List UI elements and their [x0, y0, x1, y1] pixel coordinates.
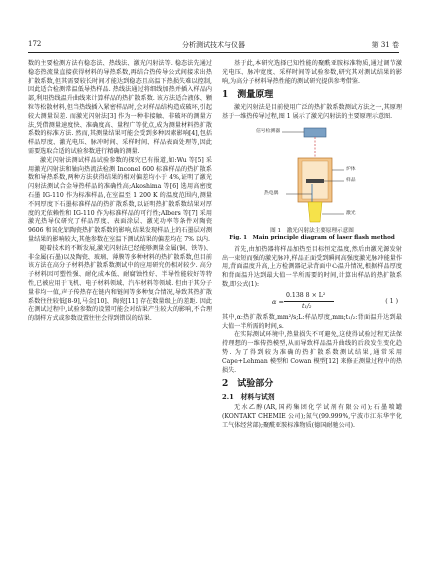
section-1-heading: 1 测量原理 — [222, 90, 274, 101]
section-1-paragraph: 激光闪射法是目前使用广泛的热扩散系数测试方法之一,其原理基于一维热传导过程,图 1 展示了激光闪射法的主要原理示意图. — [222, 104, 402, 120]
intro-paragraph-2: 激光闪射法测试样品试验参数的探究已有报道,如:Wu 等[5] 采用激光闪射法和轴向热流法检测 Inconel 600 标准样品的热扩散系数和导热系数,两种方法获得结果的相对偏差均小于 4%,证明了激光闪射法测试合金导热样品的准确性高;Akoshima 等[6] 选用高密度石墨 IG-110 作为标准样品,在室温至 1 200 K 的温度范围内,测量不同厚度下石墨标准样品的热扩散系数,以证明热扩散系数结果对厚度的无依赖性和 IG-110 作为标准样品的可行性;Albers 等[7] 采用激光热导仪研究了样品厚度、表面涂层、激光功率等条件对陶瓷 9606 和氧化铝陶瓷热扩散系数的影响,结果发现样品上的石墨层对测量结果的影响较大,其他参数在室温下测试结果的偏差均在 7% 以内. — [28, 156, 212, 243]
right-column — [222, 60, 402, 430]
materials-paragraph: 无水乙醇(AR,国药集团化学试剂有限公司);石墨喷罐(KONTAKT CHEMIE 公司);氮气(99.999%,宁波市江东华宇化工气体经营部);聚酰亚胺标准物质(德国耐驰公司). — [222, 403, 402, 429]
detector-label: 信号检测器 — [256, 128, 280, 134]
laser-beam-shape — [308, 202, 322, 222]
intro-paragraph-4: 基于此,本研究选择已知性能的聚酰亚胺标准物质,通过调节激光电压、脉冲宽度、采样时间等试验参数,研究其对测试结果的影响,为高分子材料导热性能的测试研究提供参考借鉴. — [222, 60, 402, 85]
equation-1 — [222, 292, 402, 312]
journal-title: 分析测试技术与仪器 — [182, 41, 245, 49]
figure-explanation-paragraph: 首先,由加热器将样品加热至目标恒定温度,然后由激光源发射出一束短而强的激光脉冲,样品正面受到瞬间高强度激光脉冲能量作用,背面温度升高,上方检测器记录背面中心温升情况,根据样品厚度和背面温升达到最大值一半所需要的时间,计算出样品的热扩散系数,即公式(1): — [222, 245, 402, 288]
heat-loss-paragraph: 在实际测试环境中,热量损失不可避免,这使得试验过程无法保持理想的一维传热模型,从而导致样品温升曲线的后段发生变化趋势. 为了得到较为准确的热扩散系数测试结果,通常采用 Cape+Lehman 模型和 Cowan 模型[12] 来修正测量过程中的热损失. — [222, 331, 402, 374]
page-number: 172 — [28, 40, 42, 48]
laser-flash-diagram — [242, 124, 382, 226]
figure-1 — [222, 124, 402, 226]
page-header — [28, 40, 399, 53]
figure-1-caption-cn: 图 1 激光闪射法主要原理示意图 — [270, 227, 354, 234]
sample-label: 样品 — [346, 177, 356, 183]
detector-shape — [304, 128, 326, 137]
equation-number: ( 1 ) — [385, 297, 398, 305]
volume-label: 第 31 卷 — [371, 41, 399, 49]
equation-definitions: 其中,α:热扩散系数,mm²/s;L:样品厚度,mm;t₁/₂:背面温升达到最大值一半所需的时间,s. — [222, 313, 402, 330]
equation-lhs: α = — [272, 297, 284, 306]
intro-paragraph-3: 随着技术的不断发展,激光闪射法已经能够测量金属(铜、铁等)、非金属(石墨)以及陶瓷、玻璃、薄膜等多种材料的热扩散系数,但目前该方法在高分子材料热扩散系数测试中的应用研究仍相对较少. 高分子材料因可塑性强、耐化成本低、耐腐蚀性好、半导性能较好等特性,已被应用于飞机、电子材料领域、汽车材料等领域. 但由于其分子量非均一值,声子传热存在链内和链间等多种复合情况,导致其热扩散系数往往较低[8-9],马金[10]、陶瓷[11] 存在数量级上的差距. 因此在测试过程中,试验参数的设置可能会对结果产生较大的影响,不合理的制样方式或参数设置往往会得到错误的结果. — [28, 244, 212, 323]
equation-numerator: 0.138 8 × L² — [286, 291, 326, 299]
sample-shape — [306, 179, 324, 183]
left-column — [28, 60, 212, 324]
section-2-heading: 2 试验部分 — [222, 379, 274, 390]
fraction-bar — [284, 301, 334, 302]
figure-1-caption-en: Fig. 1 Main principle diagram of laser flash method — [229, 235, 395, 242]
subsection-2-1-heading: 2.1 材料与试剂 — [222, 393, 275, 402]
laser-label: 激光 — [346, 210, 356, 216]
intro-paragraph-1: 数的主要检测方法有稳态法、热线法、激光闪射法等. 稳态法先通过稳态热流量直接获得材料的导热系数,再结合热传导公式间接求出热扩散系数,但其需要较长时间才能达到稳态且高温下热损失难以控制,因此适合检测常温低导热样品. 热线法通过将细线加热并插入样品内部,利用热线温升曲线来计算样品的热扩散系数. 该方法适合液体、颗粒等松散材料,但当热线插入紧密样品时,会对样品结构造成破坏,引起较大测量误差. 而激光闪射法[3] 作为一种非接触、非破坏的测量方法,凭借测量速度快、准确度高、量程广等优点,成为测量材料热扩散系数的标准方法. 然而,其测量结果可能会受到多种因素影响[4],包括样品厚度、激光电压、脉冲时间、采样时间、样品表面处理等,因此需要选取合适的试验参数进行精确的测量. — [28, 60, 212, 155]
furnace-label: 炉体 — [346, 166, 356, 172]
thermocouple-label: 热电偶 — [264, 190, 279, 196]
equation-denominator: t₁/₂ — [302, 302, 312, 310]
